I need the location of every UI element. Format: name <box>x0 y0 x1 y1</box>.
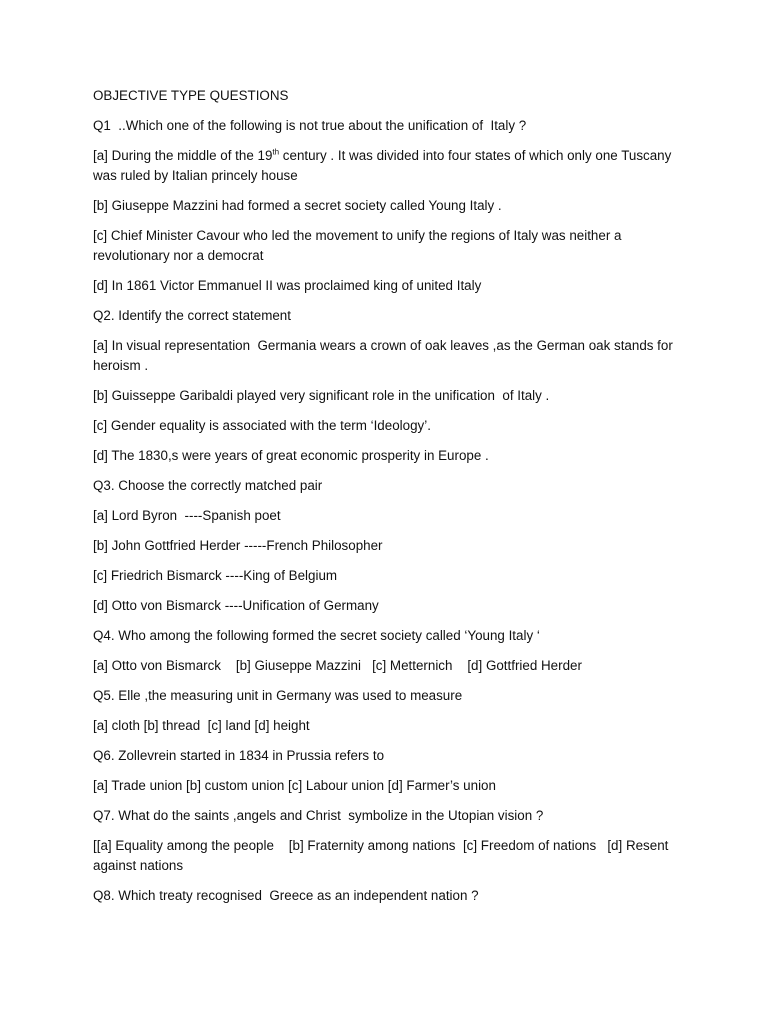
q3-option-d: [d] Otto von Bismarck ----Unification of Germany <box>93 598 379 613</box>
q2-option-a: [a] In visual representation Germania wears a crown of oak leaves ,as the German oak stands for heroism . <box>93 338 677 373</box>
q5-options: [a] cloth [b] thread [c] land [d] height <box>93 718 310 733</box>
q7-options: [[a] Equality among the people [b] Fraternity among nations [c] Freedom of nations [d] Resent against nations <box>93 838 673 873</box>
q3-option-c: [c] Friedrich Bismarck ----King of Belgium <box>93 568 338 583</box>
q2-option-c: [c] Gender equality is associated with the term ‘Ideology’. <box>93 418 431 433</box>
q2-option-b: [b] Guisseppe Garibaldi played very significant role in the unification of Italy . <box>93 388 550 403</box>
document-heading: OBJECTIVE TYPE QUESTIONS <box>93 88 289 103</box>
document-page <box>93 86 677 916</box>
q7-question: Q7. What do the saints ,angels and Christ symbolize in the Utopian vision ? <box>93 808 544 823</box>
q2-option-d: [d] The 1830,s were years of great economic prosperity in Europe . <box>93 448 489 463</box>
q2-question: Q2. Identify the correct statement <box>93 308 291 323</box>
q1-option-a-text-end: century . It was divided into four states of which only one Tuscany was ruled by Italian princely house <box>93 148 676 183</box>
q1-option-c: [c] Chief Minister Cavour who led the movement to unify the regions of Italy was neither a revolutionary nor a democrat <box>93 228 626 263</box>
q4-question: Q4. Who among the following formed the secret society called ‘Young Italy ‘ <box>93 628 540 643</box>
q4-options: [a] Otto von Bismarck [b] Giuseppe Mazzini [c] Metternich [d] Gottfried Herder <box>93 658 582 673</box>
q6-question: Q6. Zollevrein started in 1834 in Prussia refers to <box>93 748 385 763</box>
q6-options: [a] Trade union [b] custom union [c] Labour union [d] Farmer’s union <box>93 778 496 793</box>
q8-question: Q8. Which treaty recognised Greece as an independent nation ? <box>93 888 479 903</box>
q3-question: Q3. Choose the correctly matched pair <box>93 478 323 493</box>
q1-option-b: [b] Giuseppe Mazzini had formed a secret society called Young Italy . <box>93 198 502 213</box>
q1-option-a <box>93 146 676 186</box>
q1-question: Q1 ..Which one of the following is not true about the unification of Italy ? <box>93 118 527 133</box>
q1-option-d: [d] In 1861 Victor Emmanuel II was proclaimed king of united Italy <box>93 278 482 293</box>
q1-option-a-text-start: [a] During the middle of the 19 <box>93 148 273 163</box>
q3-option-b: [b] John Gottfried Herder -----French Philosopher <box>93 538 383 553</box>
q5-question: Q5. Elle ,the measuring unit in Germany was used to measure <box>93 688 463 703</box>
q1-option-a-superscript: th <box>272 147 280 157</box>
q3-option-a: [a] Lord Byron ----Spanish poet <box>93 508 281 523</box>
